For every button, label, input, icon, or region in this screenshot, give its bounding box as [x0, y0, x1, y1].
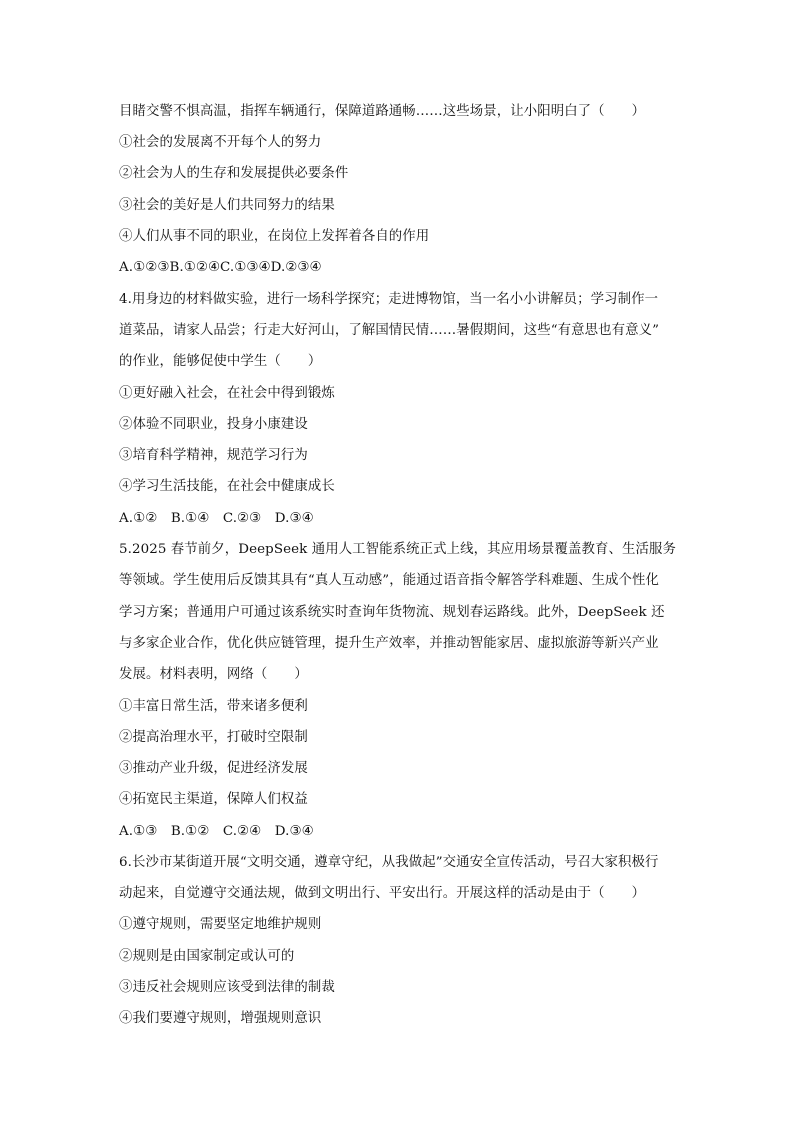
q6-option-4: ④我们要遵守规则，增强规则意识 [119, 1011, 322, 1026]
q4-option-2: ②体验不同职业，投身小康建设 [119, 417, 308, 432]
question-5-stem-line-2: 等领域。学生使用后反馈其具有“真人互动感”，能通过语音指令解答学科难题、生成个性化 [119, 573, 660, 588]
question-5-stem-line-4: 与多家企业合作，优化供应链管理，提升生产效率，并推动智能家居、虚拟旅游等新兴产业 [119, 636, 659, 651]
q6-option-2: ②规则是由国家制定或认可的 [119, 949, 295, 964]
q6-option-3: ③违反社会规则应该受到法律的制裁 [119, 980, 335, 995]
q4-option-3: ③培育科学精神，规范学习行为 [119, 448, 308, 463]
question-5-stem-line-1: 5.2025 春节前夕，DeepSeek 通用人工智能系统正式上线，其应用场景覆盖教育、生活服务 [119, 542, 676, 557]
q4-option-1: ①更好融入社会，在社会中得到锻炼 [119, 386, 335, 401]
question-3-stem-line: 目睹交警不惧高温，指挥车辆通行，保障道路通畅……这些场景，让小阳明白了（ ） [119, 104, 646, 119]
question-4-stem-line-2: 道菜品，请家人品尝；行走大好河山，了解国情民情……暑假期间，这些“有意思也有意义” [119, 323, 660, 338]
q3-option-2: ②社会为人的生存和发展提供必要条件 [119, 166, 349, 181]
q3-option-4: ④人们从事不同的职业，在岗位上发挥着各自的作用 [119, 229, 430, 244]
q3-option-3: ③社会的美好是人们共同努力的结果 [119, 198, 335, 213]
question-6-stem-line-1: 6.长沙市某街道开展“文明交通，遵章守纪，从我做起”交通安全宣传活动，号召大家积极行 [119, 855, 659, 870]
question-4-stem-line-3: 的作业，能够促使中学生（ ） [119, 354, 322, 369]
q5-option-2: ②提高治理水平，打破时空限制 [119, 730, 308, 745]
q5-answer-choices: A.①③ B.①② C.②④ D.③④ [119, 824, 314, 839]
q5-option-3: ③推动产业升级，促进经济发展 [119, 761, 308, 776]
q5-option-4: ④拓宽民主渠道，保障人们权益 [119, 792, 308, 807]
q4-option-4: ④学习生活技能，在社会中健康成长 [119, 479, 335, 494]
question-5-stem-line-5: 发展。材料表明，网络（ ） [119, 667, 308, 682]
question-4-stem-line-1: 4.用身边的材料做实验，进行一场科学探究；走进博物馆，当一名小小讲解员；学习制作一 [119, 292, 659, 307]
q3-answer-choices: A.①②③B.①②④C.①③④D.②③④ [119, 260, 322, 275]
q3-option-1: ①社会的发展离不开每个人的努力 [119, 135, 322, 150]
q4-answer-choices: A.①② B.①④ C.②③ D.③④ [119, 511, 314, 526]
question-5-stem-line-3: 学习方案；普通用户可通过该系统实时查询年货物流、规划春运路线。此外，DeepSeek 还 [119, 605, 665, 620]
q5-option-1: ①丰富日常生活，带来诸多便利 [119, 699, 308, 714]
q6-option-1: ①遵守规则，需要坚定地维护规则 [119, 917, 322, 932]
question-6-stem-line-2: 动起来，自觉遵守交通法规，做到文明出行、平安出行。开展这样的活动是由于（ ） [119, 886, 646, 901]
